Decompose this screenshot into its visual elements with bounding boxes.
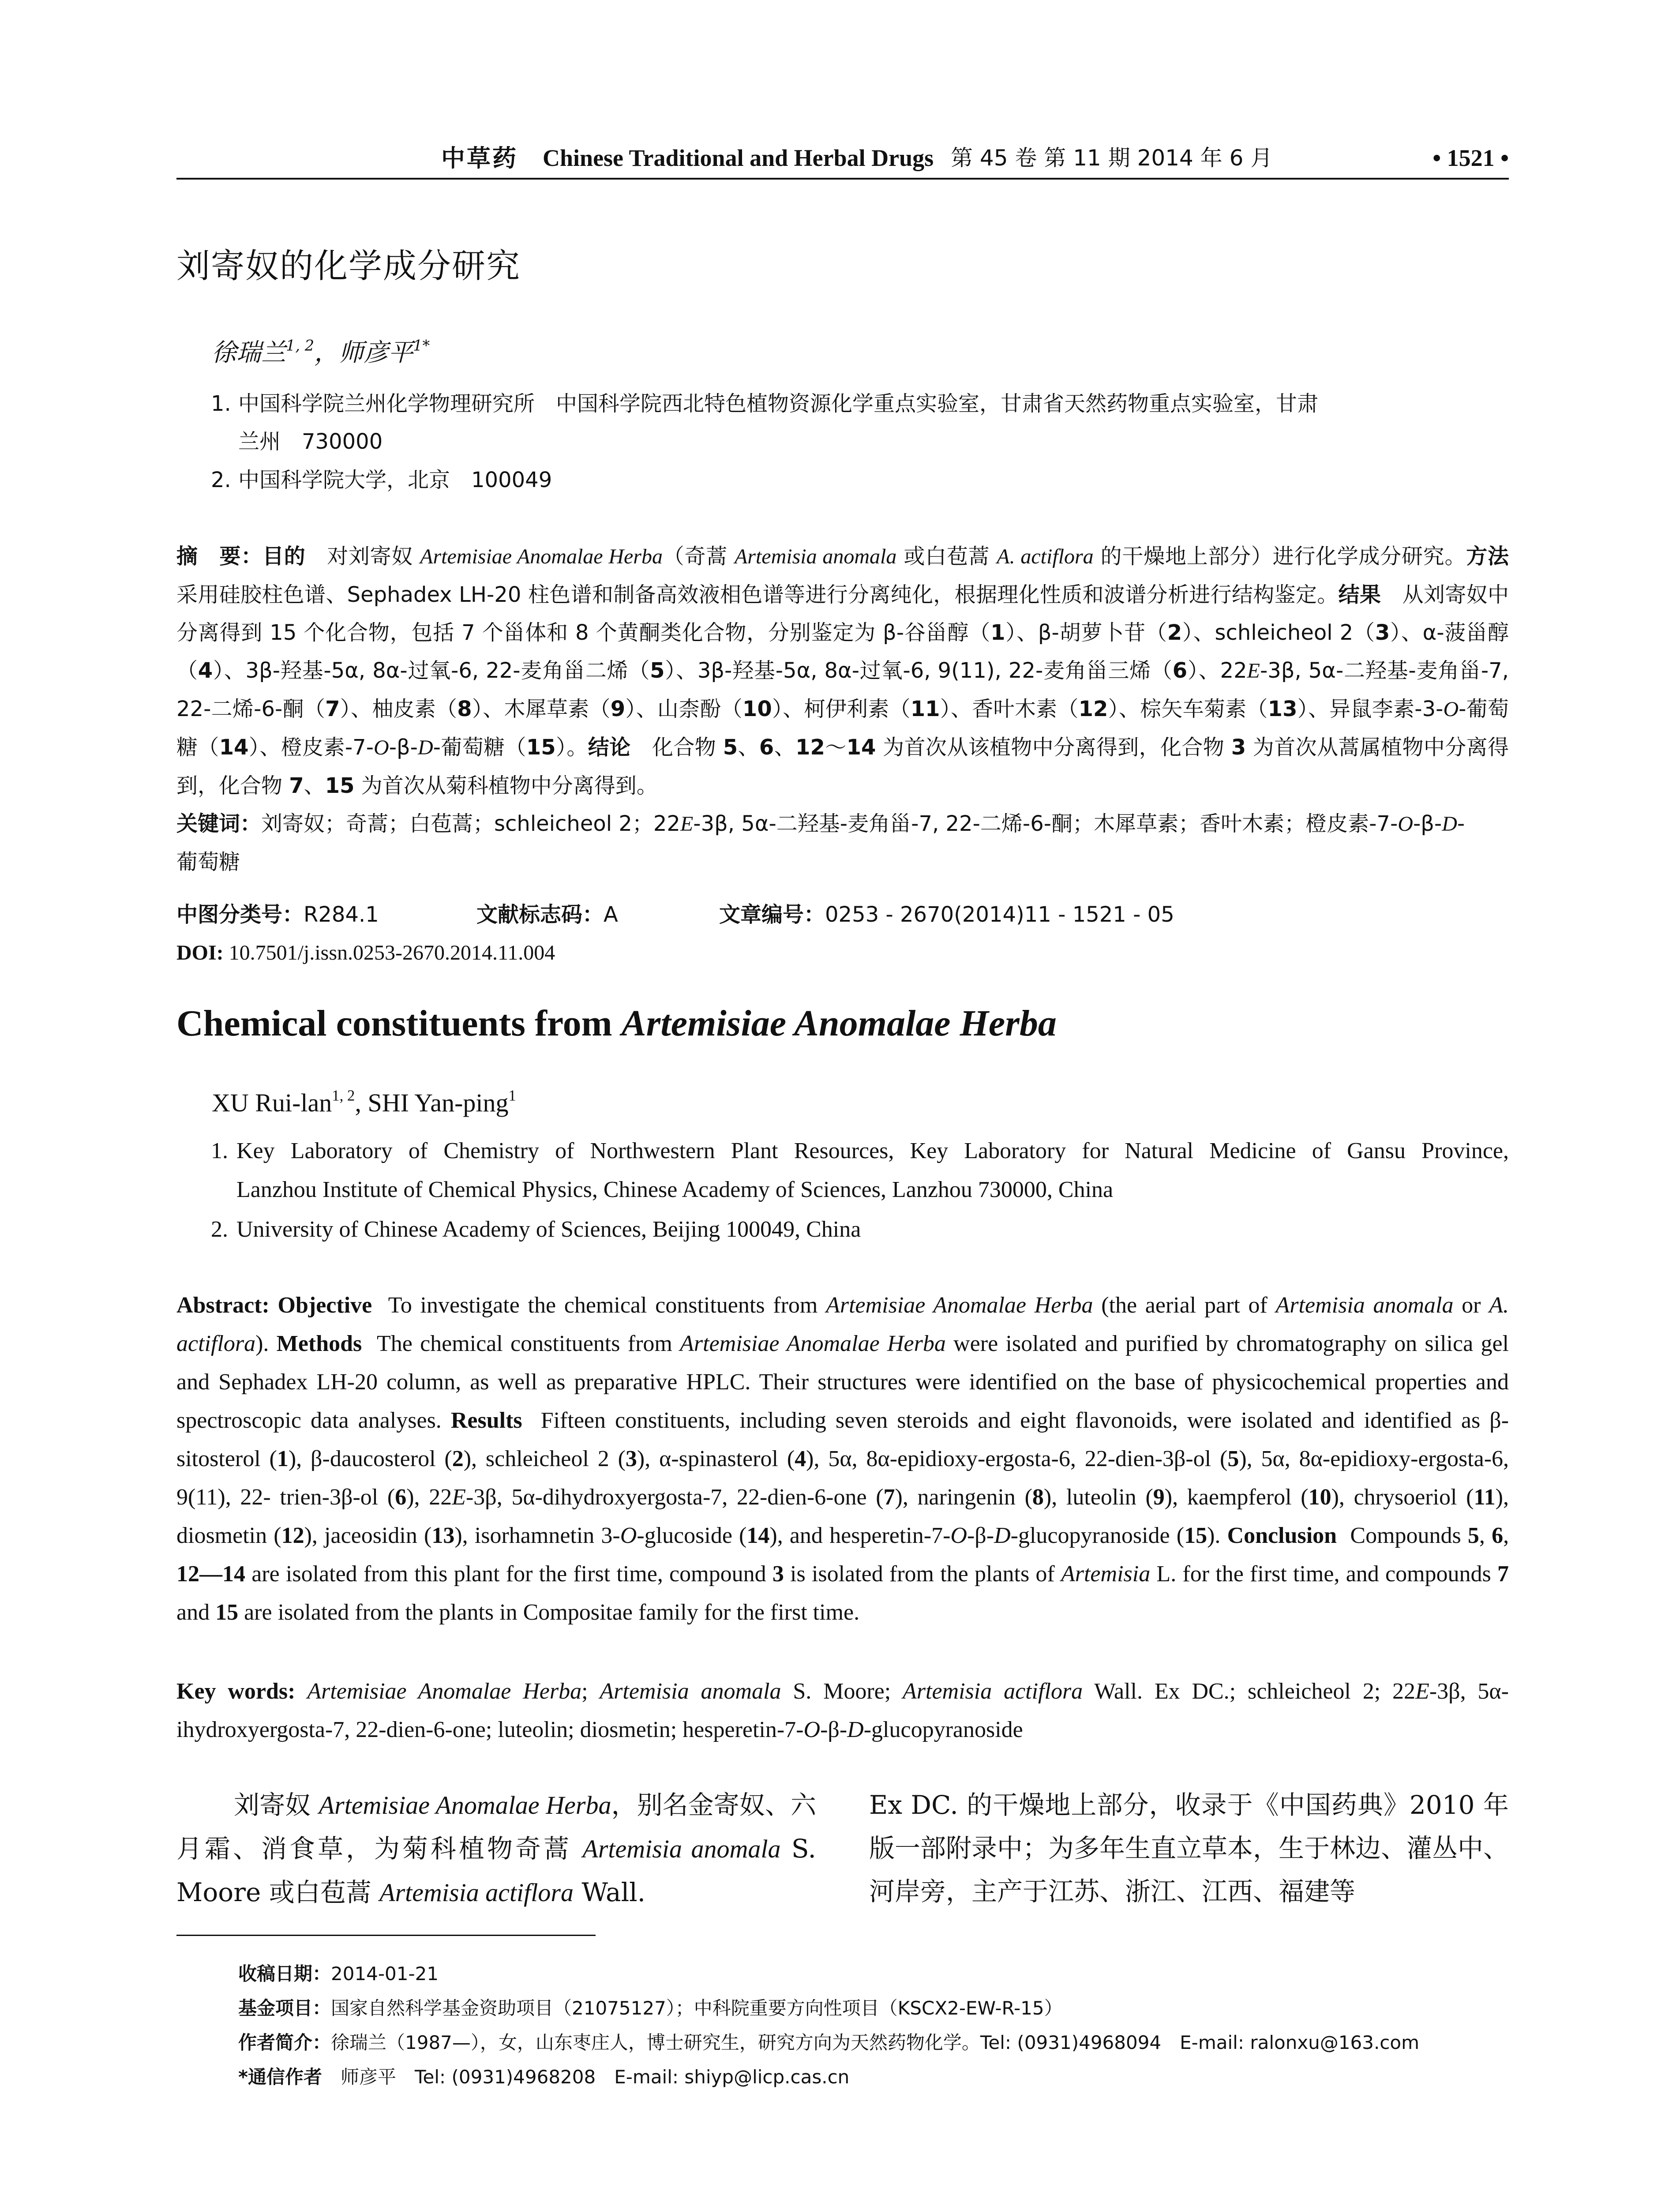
abstract-text: ）、β-胡萝卜苷（	[1005, 620, 1167, 645]
compound-number: 15	[526, 735, 556, 760]
keywords-text: 葡萄糖	[176, 850, 240, 874]
body-text: ，别名金寄奴、六月霜、消食草，为菊科植物奇蒿	[176, 1790, 816, 1864]
running-header	[176, 140, 1509, 176]
article-number-field	[719, 896, 1174, 934]
abstract-text: 的干燥地上部分）进行化学成分研究。	[1093, 544, 1466, 569]
affiliation-text: 中国科学院大学，北京 100049	[238, 468, 552, 492]
compound-number: 15	[215, 1600, 239, 1625]
abstract-text: ), α-spinasterol (	[637, 1446, 795, 1471]
footnote-text: 徐瑞兰（1987—），女，山东枣庄人，博士研究生，研究方向为天然药物化学。Tel: (0931)4968094 E-mail: ralonxu@163.com	[331, 2032, 1420, 2053]
compound-number: 14	[746, 1523, 770, 1548]
abstract-text: ), chrysoeriol (	[1331, 1485, 1474, 1510]
abstract-text: ), luteolin (	[1043, 1485, 1153, 1510]
footnote-text: 师彦平 Tel: (0931)4968208 E-mail: shiyp@licp.cas.cn	[322, 2066, 850, 2088]
results-label: 结果	[1338, 582, 1381, 607]
abstract-text: ）、schleicheol 2（	[1182, 620, 1375, 645]
compound-number: 9	[610, 697, 626, 721]
footnote-label: *通信作者	[238, 2066, 322, 2088]
footnote-text: 国家自然科学基金资助项目（21075127）；中科院重要方向性项目（KSCX2-EW-R-15）	[331, 1997, 1063, 2019]
doc-code-label: 文献标志码：	[476, 902, 604, 927]
footnote-label: 作者简介：	[238, 2032, 331, 2053]
affiliation-number: 2.	[211, 1217, 228, 1242]
abstract-text: ).	[255, 1331, 269, 1356]
abstract-text: ）、柯伊利素（	[772, 697, 911, 721]
latin-name: Artemisia anomala	[582, 1835, 781, 1863]
abstract-text: ), 5α, 8α-epidioxy-ergosta-6, 22-dien-3β-ol (	[806, 1446, 1228, 1471]
abstract-text: 对刘寄奴	[327, 544, 420, 569]
abstract-text: 从刘寄奴中分离得到 15 个化合物，包括 7 个甾体和 8 个黄酮类化合物，分别鉴定为 β-谷甾醇（	[176, 582, 1509, 645]
body-text: 刘寄奴	[234, 1790, 319, 1820]
classification-line	[176, 896, 1509, 934]
compound-number: 5	[1227, 1446, 1239, 1471]
compound-number: 15	[1184, 1523, 1208, 1548]
affiliation-number: 1.	[211, 391, 231, 416]
author-separator: ，	[314, 338, 339, 367]
compound-number: 4	[198, 658, 213, 683]
italic-letter: E	[1415, 1679, 1429, 1704]
affiliation-text: Lanzhou Institute of Chemical Physics, Chinese Academy of Sciences, Lanzhou 730000, China	[236, 1177, 1114, 1202]
footnotes	[238, 1957, 1419, 2094]
latin-name: Artemisia anomala	[600, 1679, 781, 1704]
affiliation-number: 1.	[211, 1138, 228, 1163]
abstract-text: ).	[1207, 1523, 1221, 1548]
abstract-text: 、	[738, 735, 759, 760]
abstract-text: Fifteen constituents, including seven steroids and eight flavonoids, were isolated and identified as β-sitosterol (	[176, 1408, 1509, 1471]
author-name: 师彦平	[339, 338, 413, 367]
abstract-text: ), jaceosidin (	[304, 1523, 432, 1548]
compound-number: 6	[395, 1485, 407, 1510]
objective-label: 目的	[262, 544, 306, 569]
latin-name: Artemisia actiflora	[903, 1679, 1083, 1704]
abstract-en	[176, 1286, 1509, 1632]
doi-value[interactable]: 10.7501/j.issn.0253-2670.2014.11.004	[223, 941, 555, 964]
abstract-text: -β-	[967, 1523, 994, 1548]
abstract-text: ), kaempferol (	[1164, 1485, 1309, 1510]
abstract-text: ), 5α, 8α-epidioxy-ergosta-6, 9(11), 22- trien-3β-ol (	[176, 1446, 1509, 1510]
author-affil-sup: 1, 2	[332, 1087, 355, 1104]
abstract-text: ), diosmetin (	[176, 1485, 1509, 1548]
keywords-text: -glucopyranoside	[863, 1717, 1023, 1742]
latin-name: Artemisia actiflora	[379, 1878, 574, 1907]
page-number: • 1521 •	[1432, 145, 1509, 171]
received-date	[238, 1957, 1419, 1991]
compound-number: 10	[742, 697, 772, 721]
latin-name: Artemisiae Anomalae Herba	[319, 1791, 611, 1820]
latin-name: Artemisiae Anomalae Herba	[420, 545, 663, 568]
clc-field	[176, 896, 379, 934]
compound-number: 5	[723, 735, 738, 760]
results-label-en: Results	[450, 1408, 522, 1433]
compound-number: 14	[219, 735, 249, 760]
abstract-text: 、	[774, 735, 796, 760]
affiliation-cn-2	[211, 461, 1509, 499]
abstract-text: ), isorhamnetin 3-	[454, 1523, 620, 1548]
compound-number: 11	[910, 697, 940, 721]
compound-number: 11	[1474, 1485, 1496, 1510]
compound-number: 6	[1172, 658, 1188, 683]
italic-letter: D	[994, 1523, 1011, 1548]
footnote-rule	[176, 1935, 596, 1936]
compound-number: 6	[759, 735, 774, 760]
abstract-text: ）、山柰酚（	[625, 697, 742, 721]
affiliation-number: 2.	[211, 468, 231, 492]
abstract-text: ）、棕矢车菊素（	[1108, 697, 1268, 721]
compound-number: 4	[795, 1446, 806, 1471]
footnote-text: 2014-01-21	[331, 1963, 439, 1985]
compound-number: 12—14	[176, 1561, 245, 1587]
journal-logo-cn: 中草药	[441, 144, 518, 172]
corresponding-author	[238, 2060, 1419, 2094]
conclusion-label: 结论	[588, 735, 631, 760]
author-affil-sup: 1*	[413, 337, 430, 354]
affiliation-text: 兰州 730000	[238, 429, 383, 454]
compound-number: 7	[883, 1485, 895, 1510]
doi-label: DOI:	[176, 941, 224, 964]
abstract-text: -3β, 5α-dihydroxyergosta-7, 22-dien-6-one (	[465, 1485, 884, 1510]
compound-number: 9	[1153, 1485, 1165, 1510]
footnote-label: 基金项目：	[238, 1997, 331, 2019]
compound-number: 6	[1492, 1523, 1504, 1548]
latin-name: Artemisia anomala	[734, 545, 897, 568]
doc-code-field	[476, 896, 618, 934]
compound-number: 13	[431, 1523, 455, 1548]
author-name: 徐瑞兰	[212, 338, 286, 367]
keywords-text: Wall. Ex DC.; schleicheol 2; 22	[1083, 1679, 1416, 1704]
funding	[238, 1991, 1419, 2026]
abstract-text: were isolated and purified by chromatography on silica gel and Sephadex LH-20 column, as well as preparative HPLC. Their structures were identified on the base of physicochemical properties and spectroscopic data analyses.	[176, 1331, 1509, 1433]
abstract-text: (the aerial part of	[1093, 1293, 1276, 1318]
abstract-text: are isolated from the plants in Compositae family for the first time.	[238, 1600, 860, 1625]
abstract-text: -glucoside (	[637, 1523, 747, 1548]
abstract-text: 为首次从蒿属植物中分离得到，化合物	[176, 735, 1509, 798]
abstract-text: 为首次从该植物中分离得到，化合物	[876, 735, 1231, 760]
abstract-text: ), 22	[406, 1485, 452, 1510]
abstract-text: ～	[825, 735, 847, 760]
abstract-text: ,	[1503, 1523, 1509, 1548]
compound-number: 5	[1467, 1523, 1479, 1548]
keywords-text: -	[1457, 811, 1465, 836]
abstract-text: are isolated from this plant for the first time, compound	[245, 1561, 772, 1587]
abstract-text: ）。	[555, 735, 588, 760]
compound-number: 1	[277, 1446, 289, 1471]
italic-letter: O	[803, 1717, 821, 1742]
doi-line	[176, 934, 1509, 972]
body-text: Ex DC. 的干燥地上部分，收录于《中国药典》2010 年版一部附录中；为多年生直立草本，生于林边、灌丛中、河岸旁，主产于江苏、浙江、江西、福建等	[869, 1790, 1509, 1906]
abstract-text: ）、木犀草素（	[472, 697, 611, 721]
abstract-text: L. for the first time, and compounds	[1150, 1561, 1497, 1587]
compound-number: 13	[1268, 697, 1298, 721]
body-column-left	[176, 1783, 816, 1914]
article-number-label: 文章编号：	[719, 902, 825, 927]
abstract-text: 、	[304, 773, 325, 798]
keywords-en	[176, 1672, 1509, 1749]
latin-name: A. actiflora	[176, 1293, 1509, 1356]
author-name: SHI Yan-ping	[368, 1088, 509, 1117]
author-name: XU Rui-lan	[212, 1088, 332, 1117]
volume-issue: 第 45 卷 第 11 期 2014 年 6 月	[951, 145, 1273, 171]
keywords-label-cn: 关键词：	[176, 811, 262, 836]
compound-number: 2	[1167, 620, 1182, 645]
keywords-text: 刘寄奴；奇蒿；白苞蒿；schleicheol 2；22	[261, 811, 680, 836]
abstract-text: ）、22	[1187, 658, 1247, 683]
italic-letter: E	[1247, 659, 1260, 683]
keywords-text: -β-	[820, 1717, 848, 1742]
body-text: Wall.	[573, 1877, 646, 1907]
abstract-cn	[176, 537, 1509, 881]
abstract-text: ), naringenin (	[895, 1485, 1032, 1510]
italic-letter: O	[374, 736, 389, 759]
keywords-text: ;	[581, 1679, 600, 1704]
abstract-text: ）、橙皮素-7-	[248, 735, 374, 760]
abstract-text: The chemical constituents from	[376, 1331, 680, 1356]
doc-code-value: A	[604, 902, 618, 927]
title-latin: Artemisiae Anomalae Herba	[621, 1003, 1057, 1044]
objective-label-en: Objective	[278, 1293, 372, 1318]
author-affil-sup: 1, 2	[286, 337, 315, 354]
latin-name: Artemisiae Anomalae Herba	[680, 1331, 946, 1356]
affiliation-text: 中国科学院兰州化学物理研究所 中国科学院西北特色植物资源化学重点实验室，甘肃省天然药物重点实验室，甘肃	[238, 391, 1319, 416]
conclusion-label-en: Conclusion	[1227, 1523, 1337, 1548]
affiliation-en-1	[211, 1132, 1509, 1209]
article-number-value: 0253 - 2670(2014)11 - 1521 - 05	[825, 902, 1174, 927]
abstract-text: 采用硅胶柱色谱、Sephadex LH-20 柱色谱和制备高效液相色谱等进行分离纯化，根据理化性质和波谱分析进行结构鉴定。	[176, 582, 1339, 607]
abstract-text: ）、3β-羟基-5α, 8α-过氧-6, 9(11), 22-麦角甾三烯（	[664, 658, 1173, 683]
latin-name: Artemisia	[1061, 1561, 1151, 1587]
compound-number: 7	[1497, 1561, 1509, 1587]
keywords-text: -3β, 5α-二羟基-麦角甾-7, 22-二烯-6-酮；木犀草素；香叶木素；橙皮素-7-	[693, 811, 1398, 836]
abstract-text: 或白苞蒿	[896, 544, 997, 569]
affiliation-cn-1	[211, 385, 1509, 461]
abstract-text: or	[1453, 1293, 1489, 1318]
italic-letter: E	[452, 1485, 466, 1510]
abstract-text: -葡萄糖（	[176, 697, 1509, 760]
italic-letter: O	[1443, 698, 1459, 721]
compound-number: 3	[1375, 620, 1390, 645]
abstract-text: is isolated from the plants of	[784, 1561, 1061, 1587]
compound-number: 1	[990, 620, 1005, 645]
author-bio	[238, 2026, 1419, 2060]
compound-number: 12	[281, 1523, 304, 1548]
abstract-text: ）、3β-羟基-5α, 8α-过氧-6, 22-麦角甾二烯（	[213, 658, 650, 683]
affiliation-text: University of Chinese Academy of Sciences, Beijing 100049, China	[236, 1217, 861, 1242]
abstract-text: 为首次从菊科植物中分离得到。	[354, 773, 658, 798]
latin-name: A. actiflora	[997, 545, 1094, 568]
clc-value: R284.1	[304, 902, 379, 927]
compound-number: 2	[452, 1446, 464, 1471]
compound-number: 7	[289, 773, 304, 798]
body-text: S. Moore 或白苞蒿	[176, 1834, 816, 1907]
abstract-text: -β-	[389, 735, 418, 760]
header-rule	[176, 178, 1509, 180]
abstract-text: ), β-daucosterol (	[288, 1446, 452, 1471]
abstract-text: （奇蒿	[662, 544, 735, 569]
footnote-label: 收稿日期：	[238, 1963, 331, 1985]
compound-number: 10	[1308, 1485, 1331, 1510]
abstract-text: Compounds	[1350, 1523, 1468, 1548]
compound-number: 7	[325, 697, 340, 721]
abstract-text: ,	[1479, 1523, 1492, 1548]
article-title-cn: 刘寄奴的化学成分研究	[176, 246, 521, 285]
keywords-label-en: Key words:	[176, 1679, 296, 1704]
keywords-text: -β-	[1413, 811, 1442, 836]
author-separator: ,	[355, 1088, 368, 1117]
compound-number: 15	[325, 773, 355, 798]
compound-number: 12	[795, 735, 825, 760]
abstract-text: ）、异鼠李素-3-	[1297, 697, 1444, 721]
methods-label-en: Methods	[276, 1331, 362, 1356]
authors-en	[212, 1085, 516, 1121]
article-title-en	[176, 999, 1057, 1048]
abstract-text: -3β, 5α-二羟基-麦角甾-7, 22-二烯-6-酮（	[176, 658, 1509, 721]
methods-label: 方法	[1466, 544, 1509, 569]
abstract-text: ）、α-菠甾醇（	[176, 620, 1509, 683]
abstract-label-en: Abstract:	[176, 1293, 270, 1318]
italic-letter: D	[1442, 812, 1457, 836]
latin-name: Artemisiae Anomalae Herba	[826, 1293, 1093, 1318]
latin-name: Artemisiae Anomalae Herba	[307, 1679, 582, 1704]
abstract-text: ), schleicheol 2 (	[463, 1446, 626, 1471]
abstract-text: -glucopyranoside (	[1010, 1523, 1185, 1548]
abstract-text: 化合物	[652, 735, 723, 760]
italic-letter: D	[847, 1717, 864, 1742]
body-column-right	[869, 1783, 1509, 1913]
compound-number: 5	[650, 658, 665, 683]
keywords-text: -3β, 5α-ihydroxyergosta-7, 22-dien-6-one; luteolin; diosmetin; hesperetin-7-	[176, 1679, 1509, 1742]
italic-letter: O	[950, 1523, 967, 1548]
article-meta-cn	[176, 896, 1509, 972]
title-text: Chemical constituents from	[176, 1003, 622, 1044]
abstract-text: -葡萄糖（	[433, 735, 526, 760]
compound-number: 3	[772, 1561, 784, 1587]
compound-number: 8	[457, 697, 472, 721]
italic-letter: E	[680, 812, 694, 836]
italic-letter: O	[620, 1523, 637, 1548]
italic-letter: O	[1398, 812, 1413, 836]
abstract-text: and	[176, 1600, 216, 1625]
affiliation-text: Key Laboratory of Chemistry of Northwestern Plant Resources, Key Laboratory for Natural Medicine of Gansu Province,	[236, 1138, 1509, 1163]
abstract-text: ), and hesperetin-7-	[769, 1523, 951, 1548]
journal-title-en: Chinese Traditional and Herbal Drugs	[543, 145, 934, 171]
abstract-text: ）、柚皮素（	[340, 697, 458, 721]
authors-cn	[212, 335, 430, 371]
author-affil-sup: 1	[508, 1087, 516, 1104]
compound-number: 8	[1032, 1485, 1044, 1510]
abstract-text: ）、香叶木素（	[940, 697, 1079, 721]
italic-letter: D	[417, 736, 433, 759]
clc-label: 中图分类号：	[176, 902, 304, 927]
abstract-text: To investigate the chemical constituents from	[388, 1293, 826, 1318]
compound-number: 12	[1078, 697, 1108, 721]
compound-number: 3	[1231, 735, 1246, 760]
compound-number: 14	[846, 735, 876, 760]
affiliation-en-2	[211, 1210, 1509, 1249]
abstract-label: 摘 要：	[176, 544, 262, 569]
keywords-text: S. Moore;	[781, 1679, 903, 1704]
latin-name: Artemisia anomala	[1275, 1293, 1454, 1318]
compound-number: 3	[625, 1446, 637, 1471]
